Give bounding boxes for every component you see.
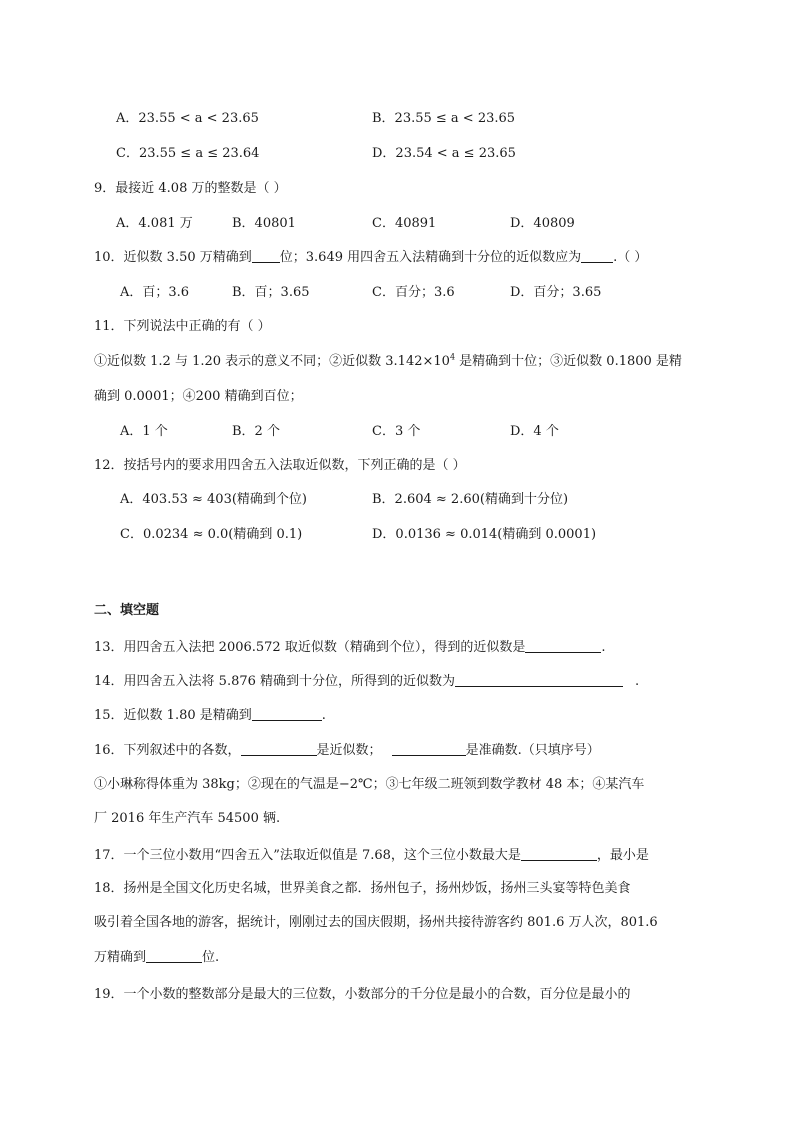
q10-stem-part1: 10．近似数 3.50 万精确到: [94, 250, 252, 265]
q18-line3-part2: 位.: [202, 950, 220, 965]
q10-option-a: A．百；3.6: [120, 285, 190, 300]
q19-line1: 19．一个小数的整数部分是最大的三位数，小数部分的千分位是最小的合数，百分位是最小的: [94, 987, 631, 1002]
q18-line1: 18．扬州是全国文化历史名城，世界美食之都．扬州包子，扬州炒饭，扬州三头宴等特色美食: [94, 881, 631, 896]
q9-stem: 9．最接近 4.08 万的整数是（ ）: [94, 181, 287, 196]
q16-stem-part1: 16．下列叙述中的各数，: [94, 743, 241, 758]
q11-line1-text-a: ①近似数 1.2 与 1.20 表示的意义不同；②近似数 3.142×10: [94, 354, 450, 369]
q8-option-d: D．23.54 < a ≤ 23.65: [372, 146, 516, 161]
q16-stem-part3: 是准确数.（只填序号）: [465, 743, 600, 758]
q14-stem-part1: 14．用四舍五入法将 5.876 精确到十分位，所得到的近似数为: [94, 674, 456, 689]
q12-stem: 12．按括号内的要求用四舍五入法取近似数，下列正确的是（ ）: [94, 458, 466, 473]
q13-stem-part1: 13．用四舍五入法把 2006.572 取近似数（精确到个位），得到的近似数是: [94, 640, 526, 655]
q14-stem-part2: .: [635, 674, 640, 689]
q13-stem: [94, 638, 605, 657]
q12-option-a: A．403.53 ≈ 403(精确到个位): [120, 492, 307, 507]
q18-line3-part1: 万精确到: [94, 950, 147, 965]
q15-stem: [94, 706, 326, 725]
q12-option-b: B．2.604 ≈ 2.60(精确到十分位): [372, 492, 569, 507]
section-heading: 二、填空题: [94, 603, 160, 618]
q17-stem-part1: 17．一个三位小数用“四舍五入”法取近似值是 7.68，这个三位小数最大是: [94, 848, 521, 863]
q18-line2: 吸引着全国各地的游客，据统计，刚刚过去的国庆假期，扬州共接待游客约 801.6 万人次，801.6: [94, 915, 658, 930]
q18-line3: [94, 948, 219, 967]
q12-option-d: D．0.0136 ≈ 0.014(精确到 0.0001): [372, 527, 597, 542]
q15-blank[interactable]: [252, 706, 322, 721]
q11-statement-line1: [94, 353, 682, 371]
q11-option-d: D．4 个: [510, 424, 559, 439]
q10-stem-part2: 位；3.649 用四舍五入法精确到十分位的近似数应为: [279, 250, 582, 265]
q10-blank-1[interactable]: [252, 248, 280, 263]
q17-stem-part2: ，最小是: [596, 848, 649, 863]
q9-option-c: C．40891: [372, 216, 437, 231]
q13-stem-part2: .: [601, 640, 606, 655]
q10-option-c: C．百分；3.6: [372, 285, 455, 300]
q14-stem: [94, 672, 639, 691]
q16-blank-2[interactable]: [392, 741, 466, 756]
q10-option-d: D．百分；3.65: [510, 285, 602, 300]
q12-option-c: C．0.0234 ≈ 0.0(精确到 0.1): [120, 527, 303, 542]
q18-blank[interactable]: [146, 948, 202, 963]
q8-option-b: B．23.55 ≤ a < 23.65: [372, 111, 516, 126]
q16-statement-line2: 厂 2016 年生产汽车 54500 辆.: [94, 811, 281, 826]
q11-option-a: A．1 个: [120, 424, 168, 439]
q9-option-a: A．4.081 万: [116, 216, 193, 231]
q8-option-a: A．23.55 < a < 23.65: [116, 111, 259, 126]
q16-stem: [94, 741, 600, 760]
q11-line1-text-b: 是精确到十位；③近似数 0.1800 是精: [455, 354, 682, 369]
q16-statement-line1: ①小琳称得体重为 38kg；②现在的气温是−2℃；③七年级二班领到数学教材 48 本；④某汽车: [94, 777, 645, 792]
q8-option-c: C．23.55 ≤ a ≤ 23.64: [116, 146, 260, 161]
q11-stem: 11．下列说法中正确的有（ ）: [94, 319, 271, 334]
q11-option-b: B．2 个: [232, 424, 280, 439]
q17-blank[interactable]: [521, 846, 597, 861]
q15-stem-part1: 15．近似数 1.80 是精确到: [94, 708, 252, 723]
q10-option-b: B．百；3.65: [232, 285, 310, 300]
q10-stem: [94, 248, 647, 267]
q10-stem-part3: .（ ）: [613, 250, 648, 265]
q15-stem-part2: .: [321, 708, 326, 723]
q17-stem: [94, 846, 649, 865]
q11-statement-line2: 确到 0.0001；④200 精确到百位；: [94, 389, 303, 404]
q16-stem-part2: 是近似数；: [316, 743, 382, 758]
q11-line1-exponent: 4: [449, 352, 456, 362]
q14-blank[interactable]: [455, 672, 623, 687]
q16-blank-1[interactable]: [241, 741, 317, 756]
q9-option-b: B．40801: [232, 216, 296, 231]
q9-option-d: D．40809: [510, 216, 575, 231]
q13-blank[interactable]: [525, 638, 601, 653]
q10-blank-2[interactable]: [581, 248, 613, 263]
q11-option-c: C．3 个: [372, 424, 421, 439]
